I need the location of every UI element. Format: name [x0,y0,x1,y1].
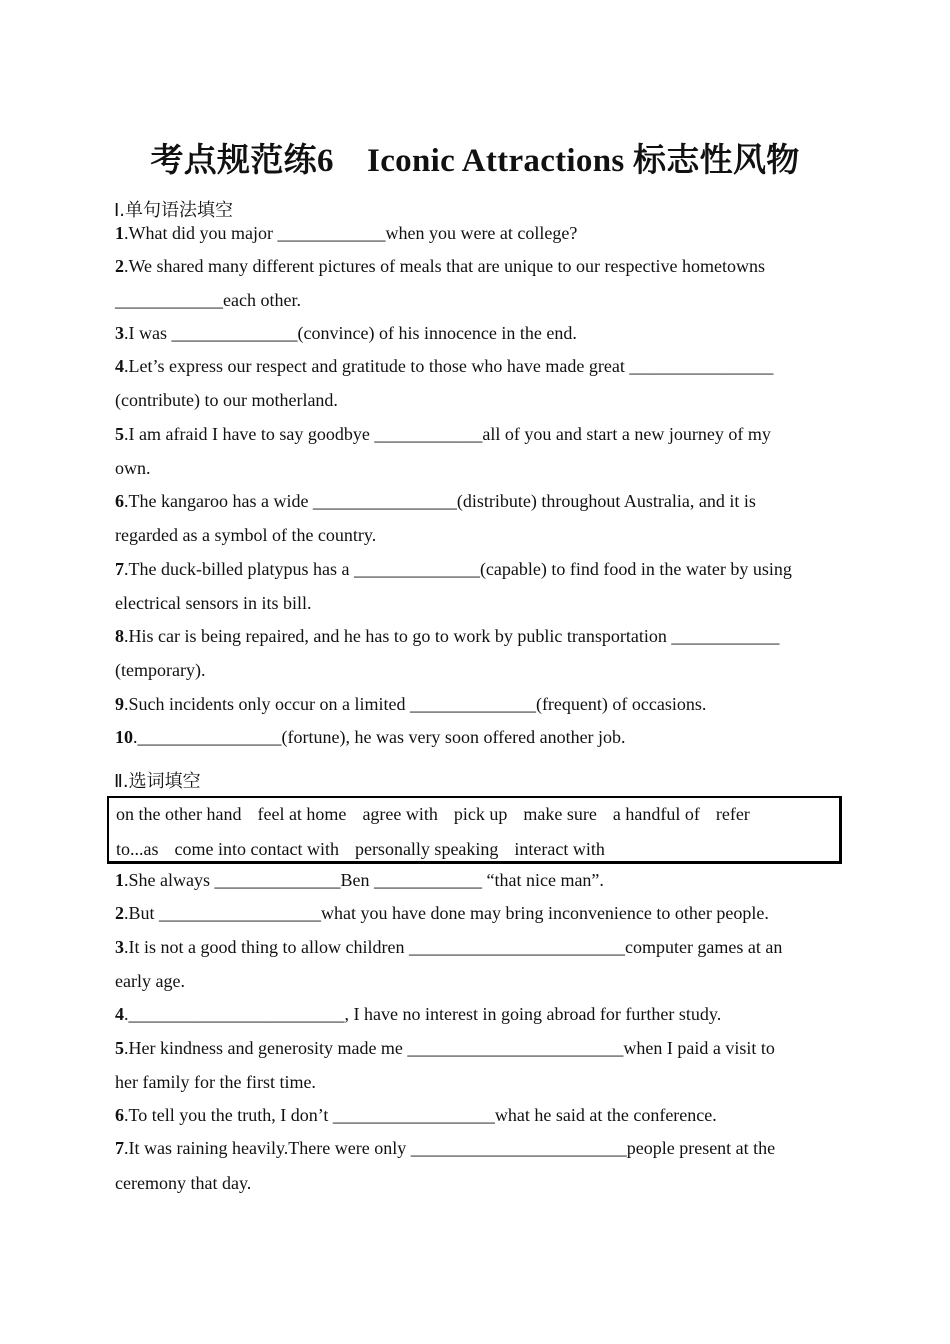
question-text: .________________________, I have no interest in going abroad for further study. [124,1004,722,1024]
question-text: .Let’s express our respect and gratitude to those who have made great ________________ [124,356,774,376]
grammar-item-7 [115,559,792,580]
word-bank-phrase: on the other hand [116,804,242,824]
word-choice-item-7 [115,1138,775,1159]
word-bank-phrase: agree with [362,804,438,824]
grammar-item-2 [115,256,765,277]
question-text: ceremony that day. [115,1173,252,1193]
question-text: (contribute) to our motherland. [115,390,338,410]
question-text: .She always ______________Ben ____________ “that nice man”. [124,870,604,890]
question-number: 10 [115,727,133,747]
question-text: ____________each other. [115,290,301,310]
grammar-item-8 [115,626,779,647]
question-number: 4 [115,356,124,376]
question-number: 5 [115,1038,124,1058]
question-text: .To tell you the truth, I don’t __________________what he said at the conference. [124,1105,717,1125]
question-text: .Her kindness and generosity made me ________________________when I paid a visit to [124,1038,775,1058]
grammar-item-7-cont [115,593,311,614]
question-text: .It is not a good thing to allow children ________________________computer games at an [124,937,783,957]
grammar-item-6 [115,491,756,512]
question-number: 7 [115,559,124,579]
word-choice-item-7-cont [115,1173,251,1194]
word-choice-item-5-cont [115,1072,316,1093]
grammar-item-4-cont [115,390,338,411]
word-bank-phrase: come into contact with [174,839,339,859]
question-number: 1 [115,870,124,890]
question-number: 1 [115,223,124,243]
grammar-item-2-cont [115,290,301,311]
grammar-item-5 [115,424,771,445]
question-number: 6 [115,1105,124,1125]
question-text: .I was ______________(convince) of his innocence in the end. [124,323,577,343]
page-title: 考点规范练6 Iconic Attractions 标志性风物 [150,143,800,179]
grammar-item-9 [115,694,706,715]
word-choice-item-3-cont [115,971,185,992]
section-heading-grammar: Ⅰ.单句语法填空 [114,200,234,221]
grammar-item-1 [115,223,577,244]
grammar-item-10 [115,727,626,748]
grammar-item-3 [115,323,577,344]
question-text: own. [115,458,151,478]
word-bank-phrase: personally speaking [354,839,499,859]
question-number: 5 [115,424,124,444]
question-number: 3 [115,323,124,343]
question-number: 3 [115,937,124,957]
word-bank-box [107,796,842,864]
word-choice-item-4 [115,1004,721,1025]
question-number: 2 [115,903,124,923]
word-bank-phrase: refer [715,804,750,824]
word-bank-phrase: feel at home [257,804,347,824]
word-bank-phrase: interact with [514,839,605,859]
question-text: .His car is being repaired, and he has to go to work by public transportation ____________ [124,626,780,646]
word-bank-line-1 [116,804,766,825]
word-choice-item-2 [115,903,769,924]
section-heading-word-choice: Ⅱ.选词填空 [114,771,201,792]
question-number: 8 [115,626,124,646]
question-text: .I am afraid I have to say goodbye ____________all of you and start a new journey of my [124,424,771,444]
word-bank-phrase: a handful of [612,804,700,824]
question-number: 2 [115,256,124,276]
question-number: 7 [115,1138,124,1158]
grammar-item-8-cont [115,660,205,681]
question-text: (temporary). [115,660,206,680]
word-bank-phrase: make sure [523,804,597,824]
question-number: 6 [115,491,124,511]
question-text: .We shared many different pictures of meals that are unique to our respective hometowns [124,256,766,276]
grammar-item-6-cont [115,525,376,546]
word-choice-item-6 [115,1105,717,1126]
question-text: regarded as a symbol of the country. [115,525,377,545]
question-text: .The duck-billed platypus has a ______________(capable) to find food in the water by using [124,559,792,579]
word-bank-phrase: pick up [453,804,508,824]
question-number: 4 [115,1004,124,1024]
grammar-item-4 [115,356,773,377]
question-text: .________________(fortune), he was very soon offered another job. [133,727,626,747]
question-text: .The kangaroo has a wide ________________(distribute) throughout Australia, and it is [124,491,756,511]
question-text: her family for the first time. [115,1072,316,1092]
word-choice-item-1 [115,870,604,891]
question-text: .But __________________what you have done may bring inconvenience to other people. [124,903,769,923]
question-text: .It was raining heavily.There were only ________________________people present at the [124,1138,776,1158]
question-text: .What did you major ____________when you were at college? [124,223,578,243]
question-text: electrical sensors in its bill. [115,593,312,613]
word-bank-phrase: to...as [116,839,159,859]
question-text: .Such incidents only occur on a limited ______________(frequent) of occasions. [124,694,707,714]
word-bank-line-2 [116,839,621,860]
question-text: early age. [115,971,185,991]
word-choice-item-5 [115,1038,775,1059]
question-number: 9 [115,694,124,714]
word-choice-item-3 [115,937,782,958]
grammar-item-5-cont [115,458,151,479]
